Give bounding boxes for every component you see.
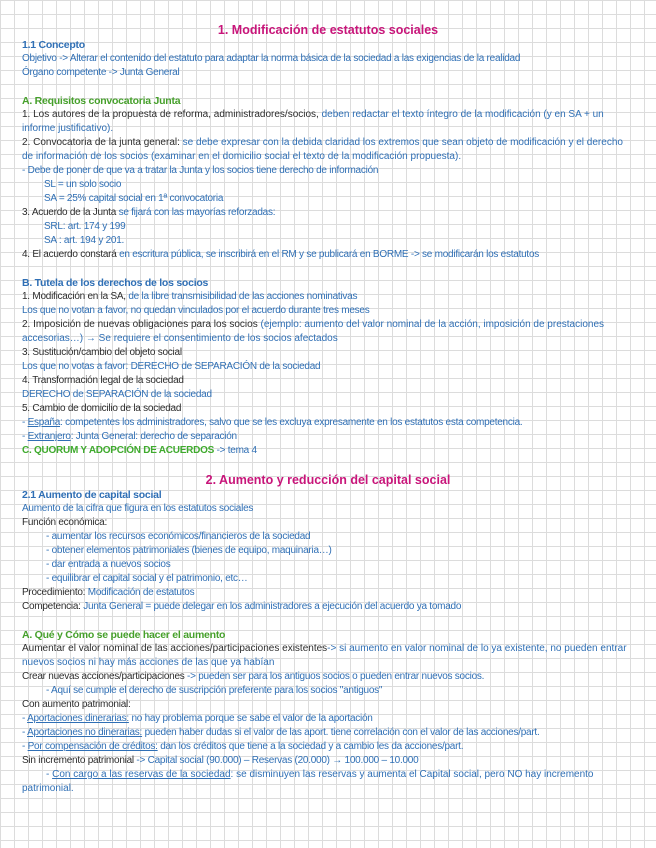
aumento-heading: 2.1 Aumento de capital social bbox=[22, 489, 162, 501]
requisitos-heading: A. Requisitos convocatoria Junta bbox=[22, 95, 181, 107]
tutela-2: 2. Imposición de nuevas obligaciones para los socios (ejemplo: aumento del valor nominal de la acción, imposición de prestaciones accesorias…) → Se requiere el consentimiento de los socios afectados bbox=[22, 319, 605, 344]
requisito-3-sa: SA : art. 194 y 201. bbox=[44, 235, 125, 246]
crear-nuevas-sub: - Aquí se cumple el derecho de suscripción preferente para los socios "antiguos" bbox=[46, 685, 383, 696]
section-2-title: 2. Aumento y reducción del capital social bbox=[205, 473, 451, 487]
sin-incremento: Sin incremento patrimonial -> Capital social (90.000) – Reservas (20.000) → 100.000 – 10.000 bbox=[22, 755, 419, 766]
aumentar-nominal: Aumentar el valor nominal de las acciones/participaciones existentes-> si aumento en valor nominal de lo ya existente, no pueden entrar nuevos socios ni hay más acciones de las que ya habían bbox=[22, 643, 627, 668]
requisito-2: 2. Convocatoria de la junta general: se debe expresar con la debida claridad los extremos que sean objeto de modificación y el derecho de información de los socios (examinar en el domicilio social el texto de la modificación propuesta). bbox=[22, 137, 623, 162]
tutela-5-espana: - España: competentes los administradores, salvo que se les excluya expresamente en los estatutos esta competencia. bbox=[22, 417, 523, 428]
funcion-item-2: - obtener elementos patrimoniales (bienes de equipo, maquinaria…) bbox=[46, 545, 332, 556]
funcion-label: Función económica: bbox=[22, 517, 107, 528]
requisito-2-sa: SA = 25% capital social en 1ª convocatoria bbox=[44, 193, 224, 204]
concept-heading: 1.1 Concepto bbox=[22, 39, 85, 51]
requisito-2-info: - Debe de poner de que va a tratar la Junta y los socios tiene derecho de información bbox=[22, 165, 379, 176]
funcion-item-4: - equilibrar el capital social y el patrimonio, etc… bbox=[46, 573, 248, 584]
tutela-1-detail: Los que no votan a favor, no quedan vinculados por el acuerdo durante tres meses bbox=[22, 305, 370, 316]
compensacion-creditos: - Por compensación de créditos: dan los créditos que tiene a la sociedad y a cambio les da acciones/part. bbox=[22, 741, 464, 752]
tutela-3: 3. Sustitución/cambio del objeto social bbox=[22, 347, 182, 358]
funcion-item-1: - aumentar los recursos económicos/financieros de la sociedad bbox=[46, 531, 311, 542]
tutela-4-detail: DERECHO de SEPARACIÓN de la sociedad bbox=[22, 389, 212, 400]
section-1-title: 1. Modificación de estatutos sociales bbox=[217, 23, 439, 37]
tutela-4: 4. Transformación legal de la sociedad bbox=[22, 375, 184, 386]
tutela-1: 1. Modificación en la SA, de la libre transmisibilidad de las acciones nominativas bbox=[22, 291, 358, 302]
crear-nuevas: Crear nuevas acciones/participaciones -> pueden ser para los antiguos socios o pueden entrar nuevos socios. bbox=[22, 671, 485, 682]
quorum-line: C. QUORUM Y ADOPCIÓN DE ACUERDOS -> tema 4 bbox=[22, 445, 257, 456]
tutela-heading: B. Tutela de los derechos de los socios bbox=[22, 277, 209, 289]
con-aumento-label: Con aumento patrimonial: bbox=[22, 699, 131, 710]
funcion-item-3: - dar entrada a nuevos socios bbox=[46, 559, 171, 570]
objetivo-text: Objetivo -> Alterar el contenido del estatuto para adaptar la norma básica de la sociedad a las exigencias de la realidad bbox=[22, 53, 521, 64]
con-cargo-reservas: - Con cargo a las reservas de la sociedad: se disminuyen las reservas y aumenta el Capital social, pero NO hay incremento patrimonial. bbox=[22, 769, 594, 794]
que-como-heading: A. Qué y Cómo se puede hacer el aumento bbox=[22, 629, 226, 641]
tutela-5: 5. Cambio de domicilio de la sociedad bbox=[22, 403, 182, 414]
requisito-2-sl: SL = un solo socio bbox=[44, 179, 122, 190]
aportaciones-no-dinerarias: - Aportaciones no dinerarias: pueden haber dudas si el valor de las aport. tiene correlación con el valor de las acciones/part. bbox=[22, 727, 540, 738]
aportaciones-dinerarias: - Aportaciones dinerarias: no hay problema porque se sabe el valor de la aportación bbox=[22, 713, 373, 724]
requisito-3-srl: SRL: art. 174 y 199 bbox=[44, 221, 126, 232]
requisito-1: 1. Los autores de la propuesta de reforma, administradores/socios, deben redactar el texto íntegro de la modificación (y en SA + un informe justificativo). bbox=[22, 109, 604, 134]
requisito-3: 3. Acuerdo de la Junta se fijará con las mayorías reforzadas: bbox=[22, 207, 276, 218]
tutela-5-extranjero: - Extranjero: Junta General: derecho de separación bbox=[22, 431, 237, 442]
aumento-def: Aumento de la cifra que figura en los estatutos sociales bbox=[22, 503, 254, 514]
requisito-4: 4. El acuerdo constará en escritura pública, se inscribirá en el RM y se publicará en BORME -> se modificarán los estatutos bbox=[22, 249, 540, 260]
organo-text: Órgano competente -> Junta General bbox=[22, 67, 180, 78]
procedimiento-line: Procedimiento: Modificación de estatutos bbox=[22, 587, 195, 598]
competencia-line: Competencia: Junta General = puede delegar en los administradores a ejecución del acuerdo ya tomado bbox=[22, 601, 462, 612]
tutela-3-detail: Los que no votas a favor: DERECHO de SEPARACIÓN de la sociedad bbox=[22, 361, 321, 372]
